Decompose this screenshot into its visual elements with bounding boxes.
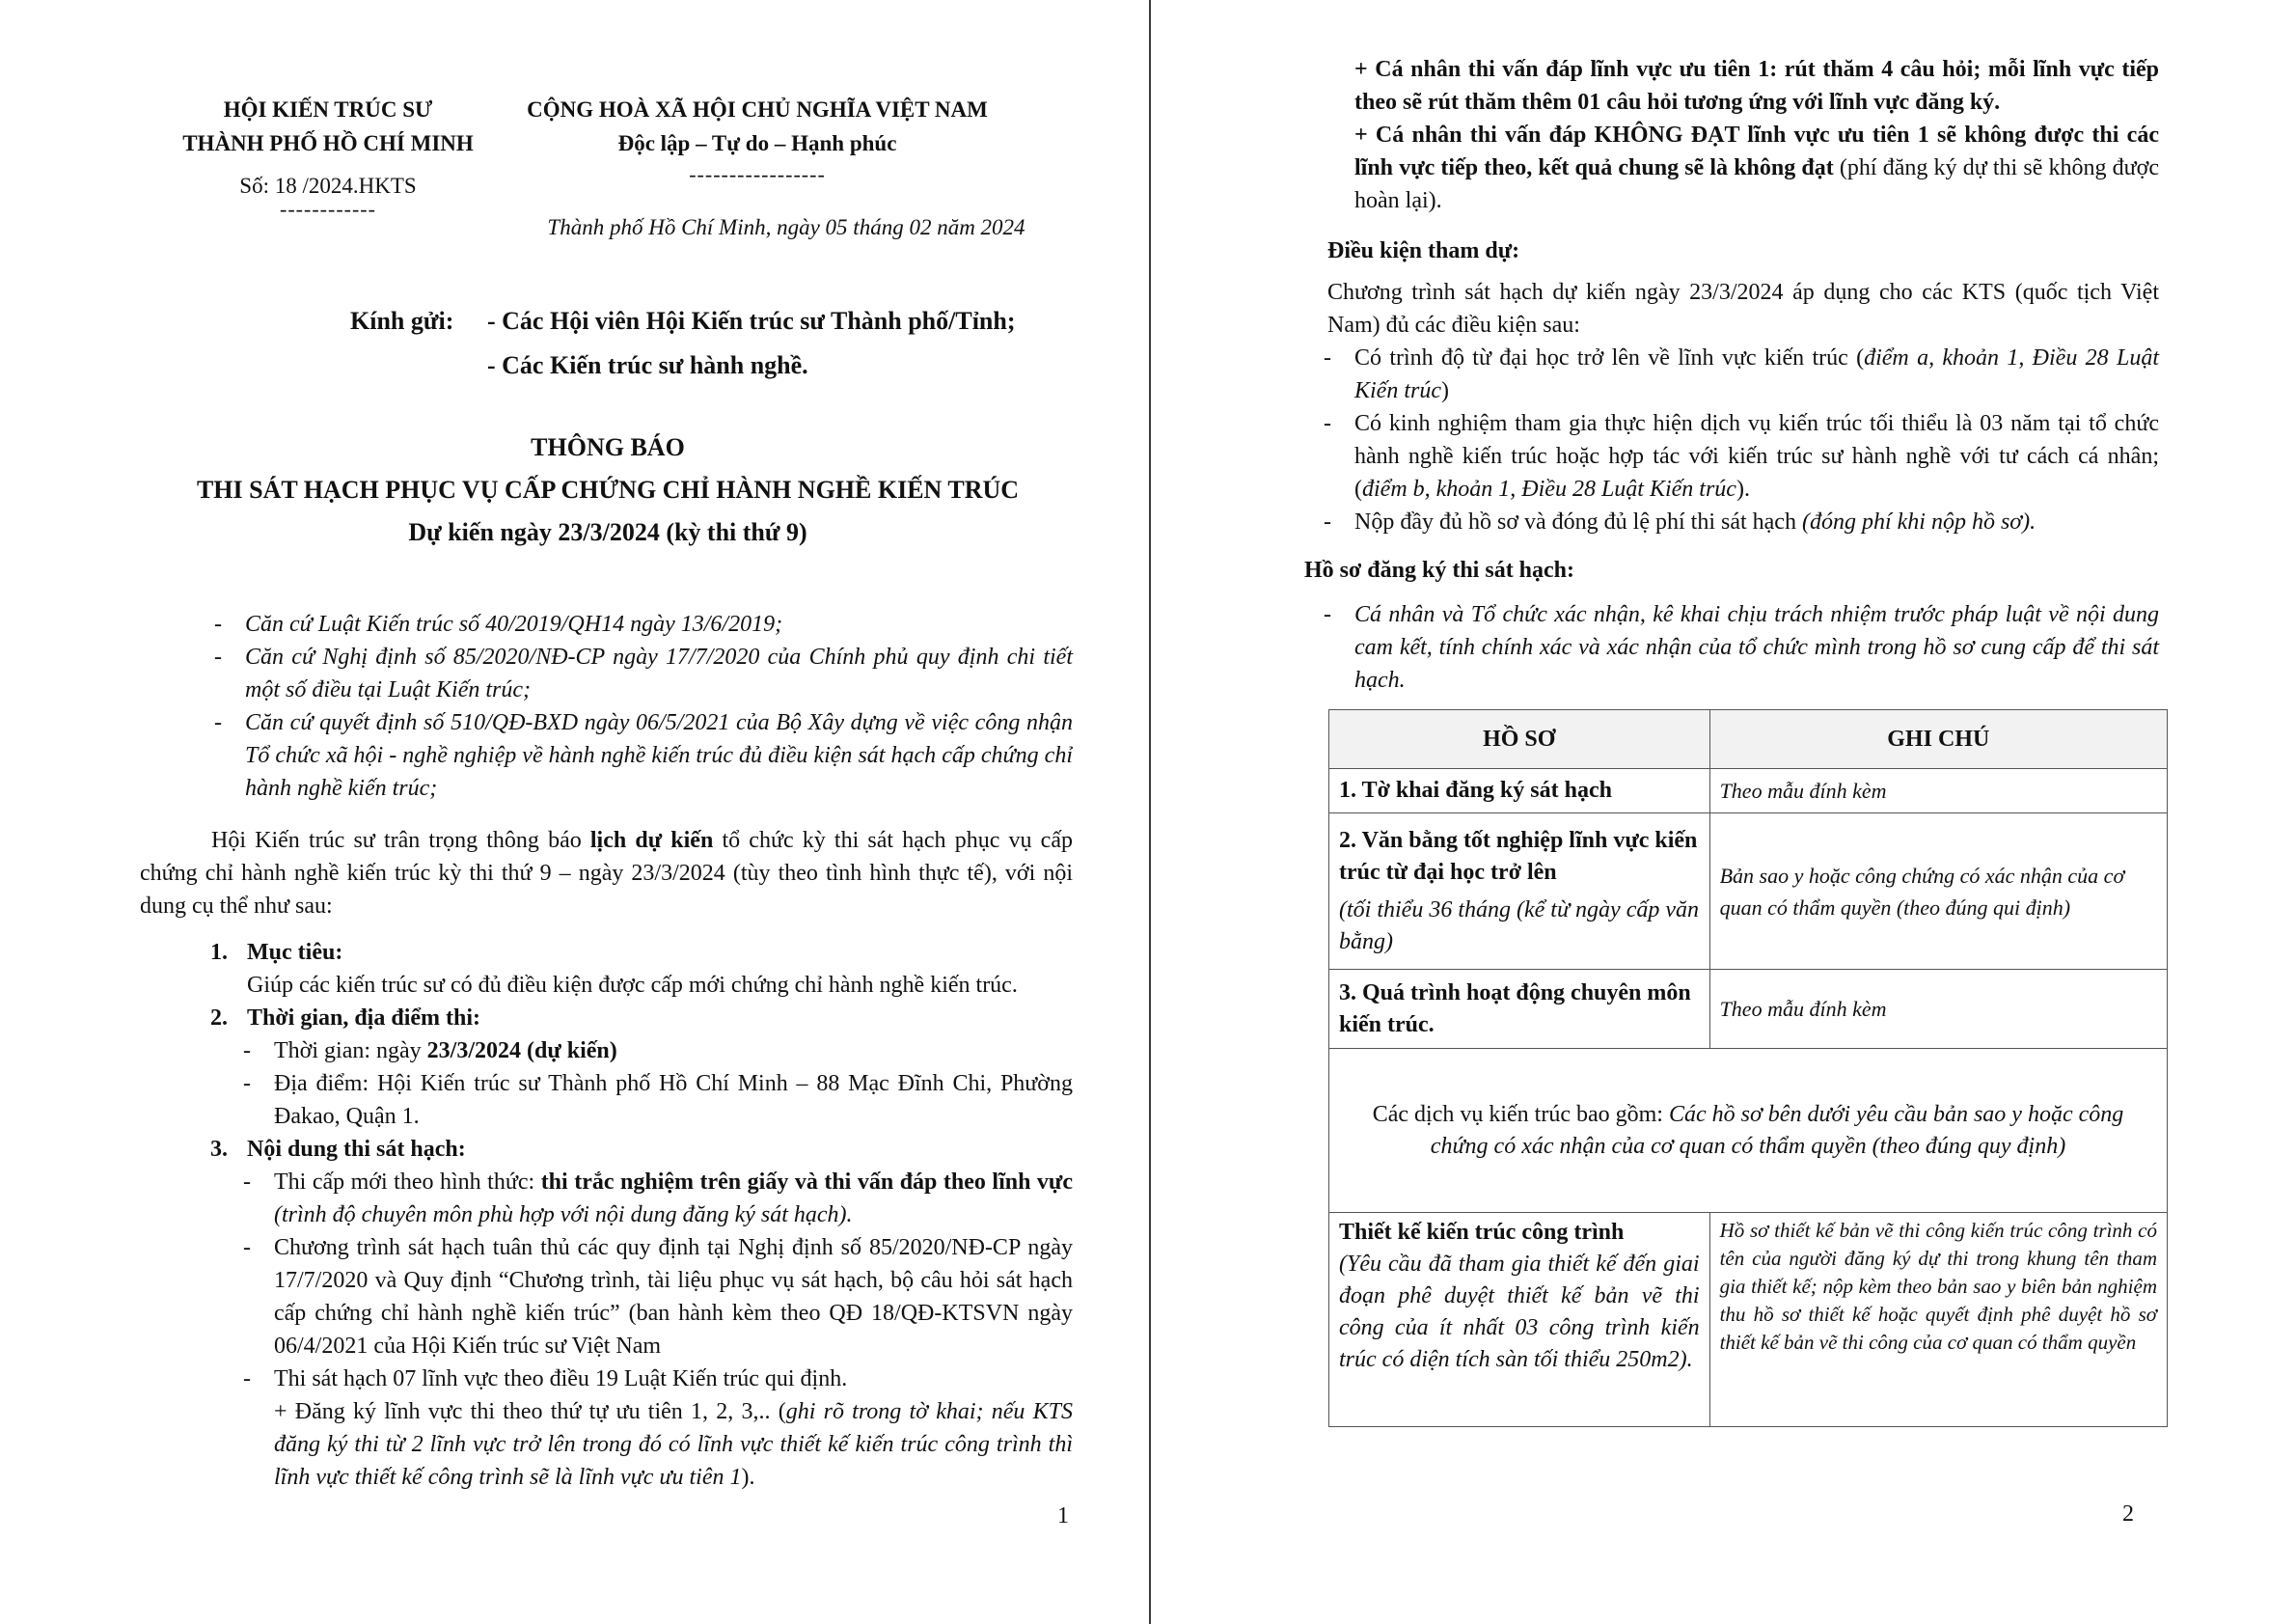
- dossier-table: [1328, 709, 2168, 1427]
- table-cell: Thiết kế kiến trúc công trình (Yêu cầu đã tham gia thiết kế đến giai đoạn phê duyệt thiết kế bản vẽ thi công của ít nhất 03 công trình kiến trúc có diện tích sàn tối thiểu 250m2).: [1329, 1213, 1710, 1427]
- title-line-3: Dự kiến ngày 23/3/2024 (kỳ thi thứ 9): [408, 518, 807, 546]
- table-row: [1329, 970, 2168, 1049]
- table-cell: 1. Tờ khai đăng ký sát hạch: [1329, 769, 1710, 813]
- section-2-time: - Thời gian: ngày 23/3/2024 (dự kiến): [243, 1038, 617, 1063]
- section-3-priority: + Đăng ký lĩnh vực thi theo thứ tự ưu tiên 1, 2, 3,.. (ghi rõ trong tờ khai; nếu KTS đăng ký thi từ 2 lĩnh vực trở lên trong đó có lĩnh vực thiết kế kiến trúc công trình thì lĩnh vực thiết kế công trình sẽ là lĩnh vực ưu tiên 1).: [274, 1399, 1074, 1490]
- condition-item: - Có kinh nghiệm tham gia thực hiện dịch vụ kiến trúc tối thiểu là 03 năm tại tổ chức hành nghề kiến trúc hoặc hợp tác với kiến trúc sư hành nghề với tư cách cá nhân; (điểm b, khoản 1, Điều 28 Luật Kiến trúc).: [1324, 411, 2159, 502]
- oral-exam-notes: [1354, 53, 2159, 217]
- table-cell: Theo mẫu đính kèm: [1709, 769, 2167, 813]
- table-cell: 2. Văn bằng tốt nghiệp lĩnh vực kiến trúc từ đại học trở lên (tối thiểu 36 tháng (kể từ ngày cấp văn bằng): [1329, 813, 1710, 970]
- table-header-dossier: HỒ SƠ: [1329, 710, 1710, 769]
- section-1-text: Giúp các kiến trúc sư có đủ điều kiện được cấp mới chứng chỉ hành nghề kiến trúc.: [247, 973, 1018, 998]
- dossier-heading: Hồ sơ đăng ký thi sát hạch:: [1304, 558, 1575, 583]
- table-cell: Theo mẫu đính kèm: [1709, 970, 2167, 1049]
- table-row: [1329, 1049, 2168, 1213]
- oral-exam-rule-2: + Cá nhân thi vấn đáp KHÔNG ĐẠT lĩnh vực ưu tiên 1 sẽ không được thi các lĩnh vực tiếp theo, kết quả chung sẽ là không đạt (phí đăng ký dự thi sẽ không được hoàn lại).: [1354, 123, 2160, 213]
- conditions-intro: Chương trình sát hạch dự kiến ngày 23/3/2024 áp dụng cho các KTS (quốc tịch Việt Nam) đủ các điều kiện sau:: [1327, 280, 2159, 338]
- recipient-2: - Các Kiến trúc sư hành nghề.: [487, 351, 808, 379]
- page-separator: [1149, 0, 1151, 1624]
- table-header-note: GHI CHÚ: [1709, 710, 2167, 769]
- recipients: [487, 299, 1105, 388]
- nation-divider: -----------------: [689, 162, 826, 186]
- legal-basis-item: - Căn cứ Luật Kiến trúc số 40/2019/QH14 ngày 13/6/2019;: [214, 612, 783, 637]
- doc-number: Số: 18 /2024.HKTS: [239, 174, 417, 198]
- table-row: [1329, 1213, 2168, 1427]
- document-page-2: [1154, 0, 2296, 1624]
- intro-paragraph: Hội Kiến trúc sư trân trọng thông báo lịch dự kiến tổ chức kỳ thi sát hạch phục vụ cấp chứng chỉ hành nghề kiến trúc kỳ thi thứ 9 – ngày 23/3/2024 (tùy theo tình hình thực tế), với nội dung cụ thể như sau:: [140, 828, 1073, 919]
- section-3-format: - Thi cấp mới theo hình thức: thi trắc nghiệm trên giấy và thi vấn đáp theo lĩnh vực (trình độ chuyên môn phù hợp với nội dung đăng ký sát hạch).: [243, 1170, 1073, 1227]
- section-3-program: - Chương trình sát hạch tuân thủ các quy định tại Nghị định số 85/2020/NĐ-CP ngày 17/7/2020 và Quy định “Chương trình, tài liệu phục vụ sát hạch, bộ câu hỏi sát hạch cấp chứng chỉ hành nghề kiến trúc” (ban hành kèm theo QĐ 18/QĐ-KTSVN ngày 06/4/2021 của Hội Kiến trúc sư Việt Nam: [243, 1235, 1073, 1359]
- recipient-1: - Các Hội viên Hội Kiến trúc sư Thành phố/Tỉnh;: [487, 307, 1016, 335]
- issuer-header: [145, 93, 511, 160]
- dossier-note: - Cá nhân và Tổ chức xác nhận, kê khai chịu trách nhiệm trước pháp luật về nội dung cam kết, tính chính xác và xác nhận của tổ chức mình trong hồ sơ cung cấp để thi sát hạch.: [1324, 602, 2159, 693]
- legal-basis-item: - Căn cứ Nghị định số 85/2020/NĐ-CP ngày 17/7/2020 của Chính phủ quy định chi tiết một số điều tại Luật Kiến trúc;: [214, 645, 1073, 702]
- nation-name: CỘNG HOÀ XÃ HỘI CHỦ NGHĨA VIỆT NAM: [527, 97, 988, 122]
- legal-bases: [214, 608, 1073, 805]
- recipient-label: Kính gửi:: [350, 307, 454, 335]
- table-cell: 3. Quá trình hoạt động chuyên môn kiến trúc.: [1329, 970, 1710, 1049]
- section-3-list: [243, 1166, 1073, 1494]
- national-header: [521, 93, 994, 189]
- title-line-2: THI SÁT HẠCH PHỤC VỤ CẤP CHỨNG CHỈ HÀNH NGHỀ KIẾN TRÚC: [196, 476, 1020, 504]
- table-row: [1329, 813, 2168, 970]
- condition-item: - Có trình độ từ đại học trở lên về lĩnh vực kiến trúc (điểm a, khoản 1, Điều 28 Luật Kiến trúc): [1324, 345, 2159, 403]
- condition-item: - Nộp đầy đủ hồ sơ và đóng đủ lệ phí thi sát hạch (đóng phí khi nộp hồ sơ).: [1324, 509, 2036, 535]
- title-line-1: THÔNG BÁO: [531, 433, 685, 461]
- page-number: 2: [2122, 1501, 2134, 1527]
- legal-basis-item: - Căn cứ quyết định số 510/QĐ-BXD ngày 06/5/2021 của Bộ Xây dựng về việc công nhận Tổ chức xã hội - nghề nghiệp về hành nghề kiến trúc đủ điều kiện sát hạch cấp chứng chỉ hành nghề kiến trúc;: [214, 710, 1073, 801]
- section-3-fields: - Thi sát hạch 07 lĩnh vực theo điều 19 Luật Kiến trúc qui định.: [243, 1366, 848, 1391]
- section-2-list: [243, 1034, 1073, 1133]
- conditions-heading: Điều kiện tham dự:: [1327, 238, 1520, 263]
- oral-exam-rule-1: + Cá nhân thi vấn đáp lĩnh vực ưu tiên 1: rút thăm 4 câu hỏi; mỗi lĩnh vực tiếp theo sẽ rút thăm thêm 01 câu hỏi tương ứng với lĩnh vực đăng ký.: [1354, 57, 2159, 115]
- section-1-heading: 1. Mục tiêu:: [210, 940, 343, 965]
- notice-title: [116, 427, 1100, 554]
- conditions-list: [1324, 342, 2159, 538]
- issuer-divider: ------------: [280, 197, 376, 221]
- section-2-heading: 2. Thời gian, địa điểm thi:: [210, 1005, 481, 1031]
- issuer-name-line1: HỘI KIẾN TRÚC SƯ: [223, 97, 433, 122]
- page-number: 1: [1057, 1503, 1069, 1528]
- table-merged-cell: Các dịch vụ kiến trúc bao gồm: Các hồ sơ bên dưới yêu cầu bản sao y hoặc công chứng có xác nhận của cơ quan có thẩm quyền (theo đúng quy định): [1329, 1049, 2168, 1213]
- table-row: [1329, 769, 2168, 813]
- issuer-name-line2: THÀNH PHỐ HỒ CHÍ MINH: [182, 131, 474, 155]
- issue-date: Thành phố Hồ Chí Minh, ngày 05 tháng 02 năm 2024: [547, 215, 1025, 239]
- table-cell: Hồ sơ thiết kế bản vẽ thi công kiến trúc công trình có tên của người đăng ký dự thi trong khung tên tham gia thiết kế; nộp kèm theo bản sao y biên bản nghiệm thu hồ sơ thiết kế hoặc quyết định phê duyệt hồ sơ thiết kế bản vẽ thi công của cơ quan có thẩm quyền: [1709, 1213, 2167, 1427]
- section-2-place: - Địa điểm: Hội Kiến trúc sư Thành phố Hồ Chí Minh – 88 Mạc Đĩnh Chi, Phường Đakao, Quận 1.: [243, 1071, 1073, 1129]
- nation-motto: Độc lập – Tự do – Hạnh phúc: [617, 131, 897, 155]
- section-3-heading: 3. Nội dung thi sát hạch:: [210, 1137, 466, 1162]
- table-cell: Bản sao y hoặc công chứng có xác nhận của cơ quan có thẩm quyền (theo đúng qui định): [1709, 813, 2167, 970]
